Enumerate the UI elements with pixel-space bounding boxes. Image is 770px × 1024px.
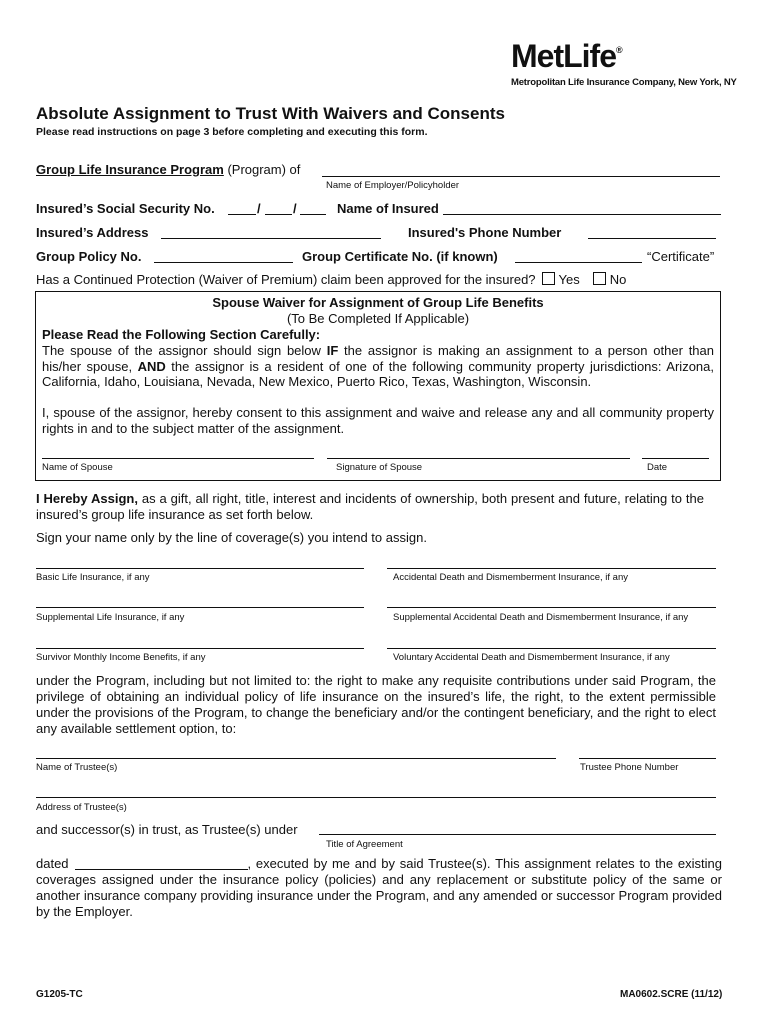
page-subtitle: Please read instructions on page 3 before completing and executing this form. (36, 126, 428, 138)
coverage-caption-basic-life: Basic Life Insurance, if any (36, 572, 150, 583)
dated-paragraph (36, 856, 722, 920)
coverage-line-basic-life[interactable] (36, 568, 364, 569)
trustee-name-field[interactable] (36, 758, 556, 759)
spouse-waiver-paragraph-1 (42, 343, 714, 390)
program-label (36, 162, 300, 177)
dated-rest: , executed by me and by said Trustee(s). This assignment relates to the existing coverages assigned under the insurance policy (policies) and any replacement or substitute policy of the same or another insurance company providing insurance under the Program, and any amended or successor Program provided by the Employer. (36, 856, 722, 919)
yes-label: Yes (558, 272, 580, 287)
group-policy-label: Group Policy No. (36, 249, 142, 264)
coverage-line-supplemental-life[interactable] (36, 607, 364, 608)
assign-rest: as a gift, all right, title, interest and incidents of ownership, both present and future, relating to the insured’s group life insurance as set forth below. (36, 491, 704, 522)
para1-and: AND (137, 358, 166, 374)
program-label-rest: (Program) of (223, 162, 301, 177)
group-certificate-label: Group Certificate No. (if known) (302, 249, 498, 264)
coverage-caption-survivor-income: Survivor Monthly Income Benefits, if any (36, 652, 206, 663)
coverage-caption-voluntary-add: Voluntary Accidental Death and Dismemberment Insurance, if any (393, 652, 670, 663)
trustee-name-caption: Name of Trustee(s) (36, 762, 118, 773)
program-label-bold: Group Life Insurance Program (36, 162, 224, 177)
spouse-name-field[interactable] (42, 458, 314, 459)
company-name: Metropolitan Life Insurance Company, New York, NY (511, 77, 737, 88)
agreement-title-caption: Title of Agreement (326, 839, 403, 850)
sign-instruction: Sign your name only by the line of coverage(s) you intend to assign. (36, 530, 427, 545)
coverage-caption-supplemental-life: Supplemental Life Insurance, if any (36, 612, 185, 623)
para1-part-b: the assignor is making an assignment to a person other than his/her spouse, (42, 343, 714, 374)
insured-address-label: Insured’s Address (36, 225, 149, 240)
insured-address-field[interactable] (161, 238, 381, 239)
read-section-heading: Please Read the Following Section Carefully: (42, 327, 321, 342)
certificate-note: “Certificate” (647, 249, 715, 264)
employer-name-caption: Name of Employer/Policyholder (326, 180, 460, 191)
footer-revision-code: MA0602.SCRE (11/12) (620, 989, 723, 1000)
ssn-field-part3[interactable] (300, 214, 326, 215)
group-policy-field[interactable] (154, 262, 293, 263)
claim-question-row (36, 272, 626, 287)
assignment-paragraph (36, 491, 704, 523)
ssn-slash-2: / (293, 201, 297, 216)
trustee-address-field[interactable] (36, 797, 716, 798)
insured-phone-field[interactable] (588, 238, 716, 239)
coverage-line-add[interactable] (387, 568, 716, 569)
no-label: No (609, 272, 627, 287)
dated-lead: dated (36, 856, 69, 871)
spouse-signature-caption: Signature of Spouse (336, 462, 423, 473)
para1-part-c: the assignor is a resident of one of the following community property jurisdictions: Arizona, California, Idaho, Louisiana, Nevada, New Mexico, Puerto Rico, Texas, Washington, Wisconsin. (42, 358, 714, 389)
assign-lead: I Hereby Assign, (36, 491, 138, 506)
metlife-logo (511, 40, 622, 72)
trustee-phone-caption: Trustee Phone Number (580, 762, 679, 773)
trustee-address-caption: Address of Trustee(s) (36, 802, 127, 813)
coverage-caption-add: Accidental Death and Dismemberment Insurance, if any (393, 572, 628, 583)
successor-text: and successor(s) in trust, as Trustee(s) under (36, 822, 298, 837)
page-title: Absolute Assignment to Trust With Waivers and Consents (36, 104, 505, 123)
spouse-name-caption: Name of Spouse (42, 462, 113, 473)
yes-checkbox[interactable] (542, 272, 555, 285)
program-rights-paragraph: under the Program, including but not limited to: the right to make any requisite contributions under said Program, the privilege of obtaining an individual policy of life insurance on the insured’s life, the right, to the extent permissible under the provisions of the Program, to change the beneficiary and/or the contingent beneficiary, and the right to elect any available settlement option, to: (36, 673, 716, 736)
para1-if: IF (326, 343, 339, 358)
footer-form-code: G1205-TC (36, 989, 83, 1000)
ssn-field-part2[interactable] (265, 214, 292, 215)
ssn-field-part1[interactable] (228, 214, 256, 215)
insured-name-label: Name of Insured (337, 201, 439, 216)
coverage-line-supplemental-add[interactable] (387, 607, 716, 608)
spouse-date-field[interactable] (642, 458, 709, 459)
ssn-slash-1: / (257, 201, 261, 216)
spouse-date-caption: Date (647, 462, 668, 473)
coverage-caption-supplemental-add: Supplemental Accidental Death and Dismemberment Insurance, if any (393, 612, 689, 623)
para1-part-a: The spouse of the assignor should sign below (42, 343, 327, 358)
ssn-label: Insured’s Social Security No. (36, 201, 215, 216)
claim-question: Has a Continued Protection (Waiver of Premium) claim been approved for the insured? (36, 272, 536, 287)
insured-phone-label: Insured's Phone Number (408, 225, 562, 240)
trustee-phone-field[interactable] (579, 758, 716, 759)
logo-registered-mark: ® (616, 45, 622, 55)
spouse-waiver-paragraph-2: I, spouse of the assignor, hereby consent to this assignment and waive and release any and all community property rights in and to the subject matter of the assignment. (42, 405, 714, 436)
no-checkbox[interactable] (593, 272, 606, 285)
spouse-waiver-heading: Spouse Waiver for Assignment of Group Life Benefits (212, 295, 544, 310)
group-certificate-field[interactable] (515, 262, 642, 263)
spouse-waiver-subheading: (To Be Completed If Applicable) (286, 311, 470, 326)
coverage-line-voluntary-add[interactable] (387, 648, 716, 649)
logo-text: MetLife (511, 38, 616, 74)
spouse-signature-field[interactable] (327, 458, 630, 459)
employer-name-field[interactable] (322, 176, 720, 177)
coverage-line-survivor-income[interactable] (36, 648, 364, 649)
insured-name-field[interactable] (443, 214, 721, 215)
agreement-title-field[interactable] (319, 834, 716, 835)
